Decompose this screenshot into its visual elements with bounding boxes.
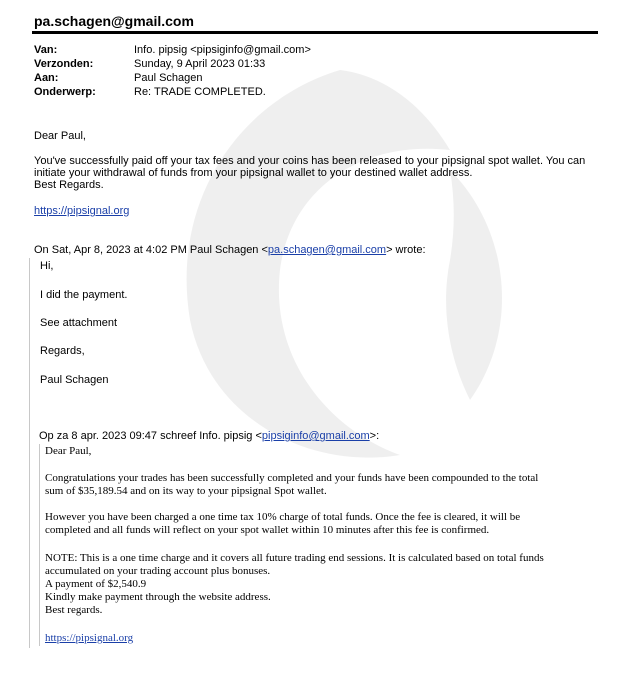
email-header	[34, 43, 311, 99]
paragraph-line: Best regards.	[45, 604, 103, 616]
attribution-text: On Sat, Apr 8, 2023 at 4:02 PM Paul Schagen <	[34, 244, 268, 256]
quote1-name: Paul Schagen	[40, 374, 109, 386]
reply-line: initiate your withdrawal of funds from your pipsignal wallet to your destined wallet address.	[34, 167, 473, 179]
reply-line: You've successfully paid off your tax fees and your coins has been released to your pipsignal spot wallet. You can	[34, 155, 586, 167]
header-key: Van:	[34, 44, 58, 56]
quote2-p3	[45, 552, 595, 617]
quote1-attribution	[34, 244, 594, 257]
paragraph-line: accumulated on your trading account plus bonuses.	[45, 565, 271, 577]
paragraph-line: A payment of $2,540.9	[45, 578, 147, 590]
quote1-regards: Regards,	[40, 345, 85, 357]
quote1-hi: Hi,	[40, 260, 54, 272]
paragraph-line: NOTE: This is a one time charge and it covers all future trading end sessions. It is calculated based on total funds	[45, 552, 544, 564]
email-link[interactable]: pa.schagen@gmail.com	[267, 244, 387, 256]
header-to	[34, 71, 311, 85]
paragraph-line: completed and all funds will reflect on your spot wallet within 10 minutes after this fee is confirmed.	[45, 524, 490, 536]
quoted-message-2	[39, 444, 595, 646]
reply-signoff: Best Regards.	[34, 179, 104, 191]
header-value: Info. pipsig <pipsiginfo@gmail.com>	[134, 44, 311, 56]
attribution-text: Op za 8 apr. 2023 09:47 schreef Info. pipsig <	[39, 430, 262, 442]
reply-greeting: Dear Paul,	[34, 130, 86, 142]
quote1-payment: I did the payment.	[40, 289, 128, 301]
quote2-p1	[45, 472, 595, 498]
quote1-attachment: See attachment	[40, 317, 118, 329]
header-value: Sunday, 9 April 2023 01:33	[134, 58, 266, 70]
reply-link[interactable]: https://pipsignal.org	[34, 205, 130, 217]
quote2-greeting: Dear Paul,	[45, 445, 92, 457]
header-value: Paul Schagen	[134, 72, 203, 84]
header-divider	[32, 31, 598, 34]
quote2-attribution	[39, 430, 599, 443]
paragraph-line: Congratulations your trades has been successfully completed and your funds have been compounded to the total	[45, 472, 539, 484]
quote2-link[interactable]: https://pipsignal.org	[45, 632, 134, 644]
header-from	[34, 43, 311, 57]
attribution-text: > wrote:	[386, 244, 426, 256]
header-key: Aan:	[34, 72, 59, 84]
header-value: Re: TRADE COMPLETED.	[134, 86, 266, 98]
header-key: Verzonden:	[34, 58, 94, 70]
header-subject	[34, 85, 311, 99]
paragraph-line: Kindly make payment through the website address.	[45, 591, 271, 603]
account-email: pa.schagen@gmail.com	[34, 13, 194, 29]
paragraph-line: However you have been charged a one time tax 10% charge of total funds. Once the fee is cleared, it will be	[45, 511, 521, 523]
header-sent	[34, 57, 311, 71]
header-key: Onderwerp:	[34, 86, 96, 98]
quote2-p2	[45, 511, 595, 537]
paragraph-line: sum of $35,189.54 and on its way to your pipsignal Spot wallet.	[45, 485, 327, 497]
email-link[interactable]: pipsiginfo@gmail.com	[261, 430, 370, 442]
attribution-text: >:	[369, 430, 380, 442]
